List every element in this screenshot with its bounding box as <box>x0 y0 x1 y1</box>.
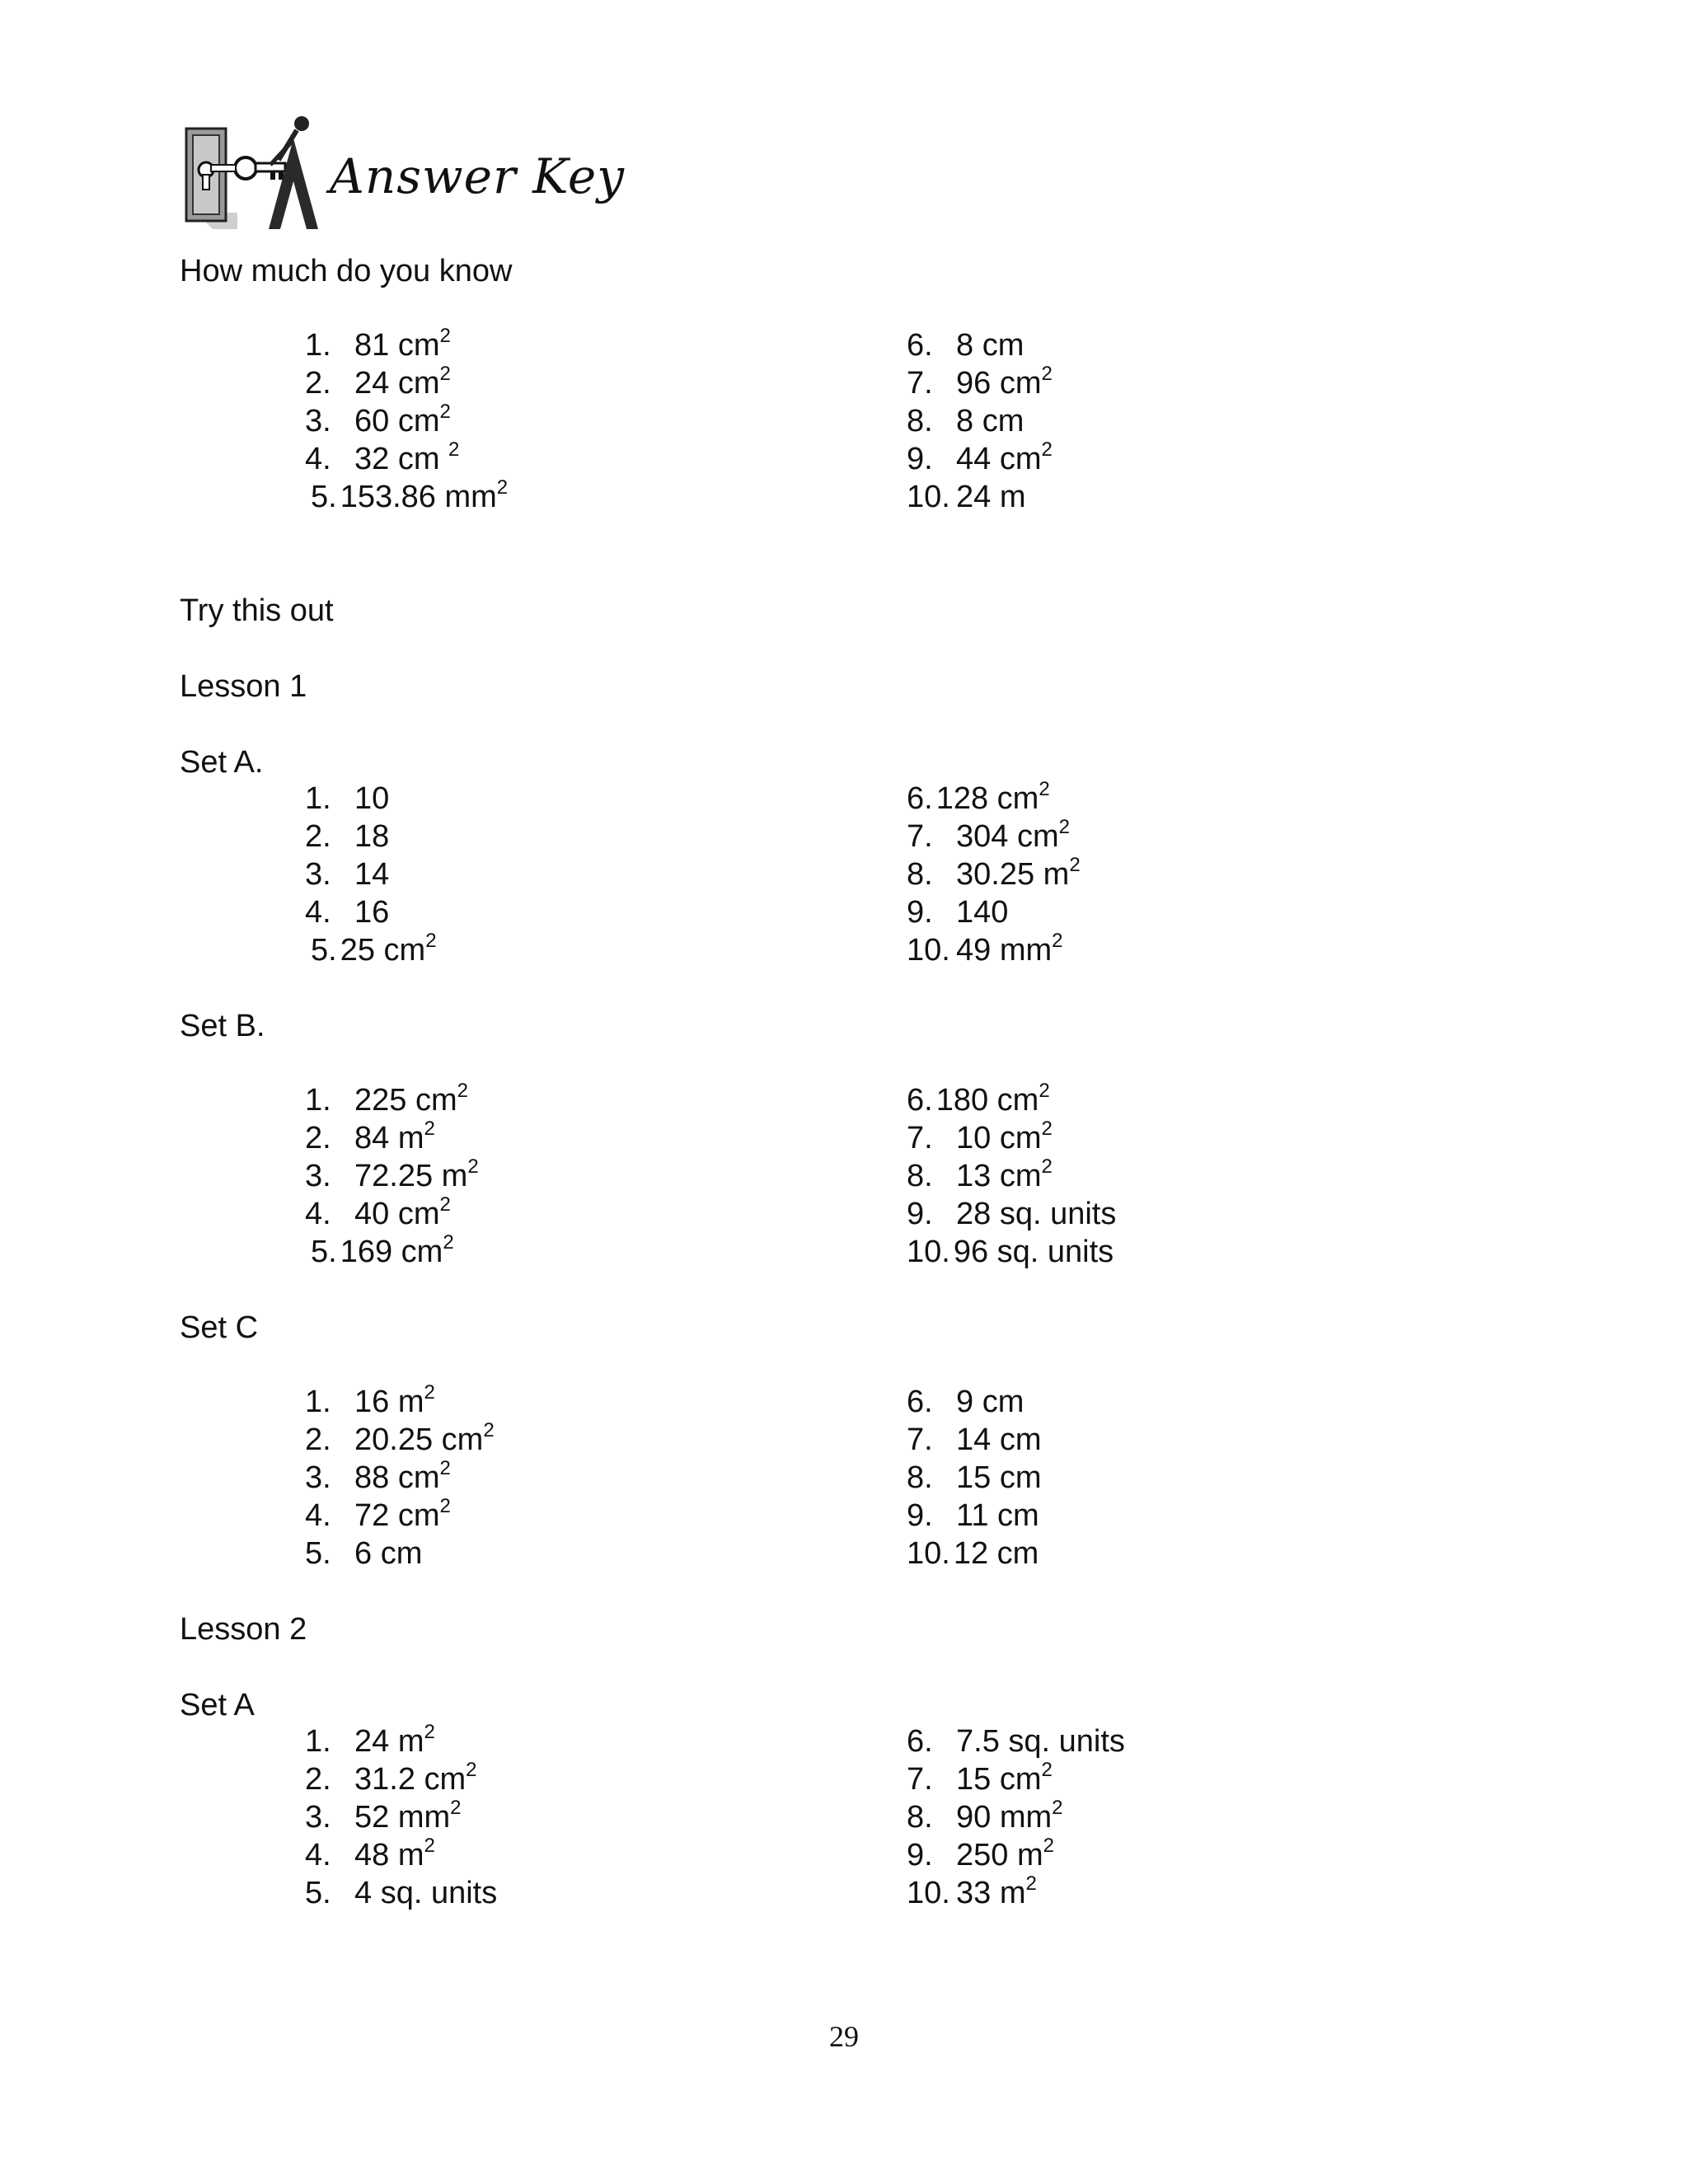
answer-number: 5. <box>311 480 337 514</box>
answer-item <box>305 1721 435 1759</box>
answer-value: 304 cm <box>956 819 1059 854</box>
answer-value: 128 cm <box>935 781 1039 816</box>
exponent: 2 <box>1025 1872 1037 1895</box>
page-number: 29 <box>829 2020 859 2053</box>
answer-value: 96 sq. units <box>953 1235 1114 1269</box>
answer-item <box>311 930 437 968</box>
answer-value: 24 m <box>354 1724 424 1759</box>
answer-number: 3. <box>305 404 331 438</box>
exponent: 2 <box>439 363 451 385</box>
answer-value: 8 cm <box>956 328 1025 363</box>
answer-number: 1. <box>305 1083 331 1118</box>
answer-value: 48 m <box>354 1838 424 1872</box>
answer-value: 10 <box>354 781 390 816</box>
answer-value: 24 m <box>956 480 1026 514</box>
answer-item <box>305 1419 495 1457</box>
exponent: 2 <box>450 1797 462 1819</box>
answer-number: 2. <box>305 819 331 854</box>
answer-number: 3. <box>305 1159 331 1193</box>
answer-value: 16 <box>354 895 390 930</box>
answer-item <box>907 1155 1053 1193</box>
answer-item <box>907 438 1053 476</box>
answer-number: 2. <box>305 1121 331 1155</box>
answer-item <box>305 821 389 852</box>
exponent: 2 <box>1069 854 1081 876</box>
answer-number: 4. <box>305 1197 331 1231</box>
section-label: Set B. <box>180 1009 265 1043</box>
answer-number: 7. <box>907 1762 933 1797</box>
exponent: 2 <box>496 476 509 499</box>
answer-value: 18 <box>354 819 390 854</box>
answer-number: 9. <box>907 895 933 930</box>
answer-value: 90 mm <box>956 1800 1053 1835</box>
answer-number: 6. <box>907 1083 933 1118</box>
answer-number: 6. <box>907 1385 933 1419</box>
answer-value: 169 cm <box>340 1235 443 1269</box>
answer-value: 225 cm <box>354 1083 457 1118</box>
answer-item <box>907 1424 1041 1455</box>
answer-item <box>907 1835 1054 1872</box>
answer-item <box>305 325 451 363</box>
answer-value: 13 cm <box>956 1159 1042 1193</box>
answer-number: 5. <box>311 933 337 968</box>
answer-number: 4. <box>305 1838 331 1872</box>
answer-value: 10 cm <box>956 1121 1042 1155</box>
answer-item <box>907 930 1063 968</box>
answer-value: 14 cm <box>956 1422 1042 1457</box>
answer-item <box>305 438 460 476</box>
answer-item <box>907 481 1025 513</box>
exponent: 2 <box>425 930 437 952</box>
answer-item <box>907 1462 1041 1493</box>
answer-number: 10. <box>907 1235 950 1269</box>
answer-number: 7. <box>907 366 933 401</box>
answer-number: 1. <box>305 1724 331 1759</box>
answer-number: 2. <box>305 366 331 401</box>
exponent: 2 <box>424 1381 435 1404</box>
answer-value: 4 sq. units <box>354 1876 498 1910</box>
answer-number: 1. <box>305 1385 331 1419</box>
exponent: 2 <box>439 1495 451 1517</box>
exponent: 2 <box>1041 438 1053 461</box>
answer-item <box>305 363 451 401</box>
answer-number: 10. <box>907 480 950 514</box>
answer-number: 6. <box>907 781 933 816</box>
answer-value: 6 cm <box>354 1536 423 1571</box>
answer-item <box>305 1538 422 1569</box>
answer-value: 11 cm <box>956 1498 1039 1533</box>
exponent: 2 <box>457 1080 468 1102</box>
answer-value: 250 m <box>956 1838 1043 1872</box>
answer-item <box>907 1872 1037 1910</box>
answer-item <box>305 1457 451 1495</box>
page-title: Answer Key <box>330 148 625 204</box>
answer-number: 6. <box>907 1724 933 1759</box>
answer-number: 4. <box>305 1498 331 1533</box>
section-label: How much do you know <box>180 254 513 288</box>
answer-number: 9. <box>907 442 933 476</box>
answer-value: 33 m <box>956 1876 1026 1910</box>
answer-item <box>305 401 451 438</box>
answer-item <box>305 1877 497 1909</box>
answer-number: 9. <box>907 1838 933 1872</box>
answer-value: 140 <box>956 895 1009 930</box>
answer-number: 5. <box>311 1235 337 1269</box>
exponent: 2 <box>1041 1759 1053 1781</box>
answer-item <box>305 1080 468 1118</box>
section-label: Set A <box>180 1688 255 1722</box>
answer-number: 2. <box>305 1762 331 1797</box>
answer-item <box>305 783 389 814</box>
answer-value: 40 cm <box>354 1197 440 1231</box>
answer-item <box>907 1538 1039 1569</box>
answer-number: 8. <box>907 857 933 892</box>
answer-item <box>305 859 389 890</box>
answer-number: 5. <box>305 1536 331 1571</box>
answer-key-header <box>180 105 641 237</box>
answer-value: 12 cm <box>953 1536 1039 1571</box>
answer-number: 7. <box>907 1422 933 1457</box>
exponent: 2 <box>443 1231 454 1254</box>
answer-item <box>305 1495 451 1533</box>
answer-value: 7.5 sq. units <box>956 1724 1125 1759</box>
answer-item <box>907 1759 1053 1797</box>
answer-item <box>907 1500 1039 1531</box>
exponent: 2 <box>1039 1080 1050 1102</box>
exponent: 2 <box>1058 816 1070 838</box>
answer-item <box>907 1236 1114 1268</box>
answer-item <box>305 1797 462 1835</box>
answer-number: 8. <box>907 404 933 438</box>
answer-value: 49 mm <box>956 933 1053 968</box>
answer-value: 72.25 m <box>354 1159 468 1193</box>
answer-item <box>907 330 1024 361</box>
answer-value: 24 cm <box>354 366 440 401</box>
exponent: 2 <box>424 1721 435 1743</box>
exponent: 2 <box>439 1457 451 1479</box>
answer-value: 180 cm <box>935 1083 1039 1118</box>
exponent: 2 <box>1041 1118 1053 1140</box>
answer-number: 1. <box>305 781 331 816</box>
exponent: 2 <box>424 1835 435 1857</box>
answer-number: 3. <box>305 1800 331 1835</box>
section-label: Try this out <box>180 593 334 628</box>
answer-number: 8. <box>907 1460 933 1495</box>
answer-item <box>305 1118 435 1155</box>
answer-item <box>907 1386 1024 1418</box>
answer-number: 5. <box>305 1876 331 1910</box>
answer-item <box>907 405 1024 437</box>
answer-number: 7. <box>907 819 933 854</box>
answer-item <box>305 1835 435 1872</box>
answer-item <box>305 1381 435 1419</box>
answer-item <box>907 1118 1053 1155</box>
answer-value: 25 cm <box>340 933 426 968</box>
answer-value: 14 <box>354 857 390 892</box>
answer-number: 1. <box>305 328 331 363</box>
answer-item <box>305 1759 477 1797</box>
answer-value: 30.25 m <box>956 857 1070 892</box>
answer-number: 4. <box>305 895 331 930</box>
section-label: Lesson 1 <box>180 669 307 704</box>
answer-number: 10. <box>907 1876 950 1910</box>
answer-item <box>907 363 1053 401</box>
answer-value: 15 cm <box>956 1762 1042 1797</box>
answer-item <box>305 1193 451 1231</box>
answer-number: 10. <box>907 933 950 968</box>
answer-item <box>907 816 1070 854</box>
exponent: 2 <box>424 1118 435 1140</box>
answer-value: 16 m <box>354 1385 424 1419</box>
answer-item <box>305 1155 479 1193</box>
answer-item <box>305 897 389 928</box>
answer-item <box>311 476 509 514</box>
answer-value: 96 cm <box>956 366 1042 401</box>
answer-value: 15 cm <box>956 1460 1042 1495</box>
answer-value: 32 cm <box>354 442 449 476</box>
answer-value: 9 cm <box>956 1385 1025 1419</box>
exponent: 2 <box>1041 1155 1053 1178</box>
answer-value: 8 cm <box>956 404 1025 438</box>
answer-value: 153.86 mm <box>340 480 497 514</box>
exponent: 2 <box>439 1193 451 1216</box>
answer-item <box>907 1726 1125 1757</box>
answer-number: 7. <box>907 1121 933 1155</box>
answer-number: 6. <box>907 328 933 363</box>
answer-item <box>907 854 1081 892</box>
answer-item <box>907 778 1050 816</box>
answer-number: 4. <box>305 442 331 476</box>
exponent: 2 <box>439 325 451 347</box>
exponent: 2 <box>1041 363 1053 385</box>
answer-number: 8. <box>907 1159 933 1193</box>
exponent: 2 <box>467 1155 479 1178</box>
answer-value: 28 sq. units <box>956 1197 1117 1231</box>
answer-value: 72 cm <box>354 1498 440 1533</box>
answer-number: 8. <box>907 1800 933 1835</box>
answer-number: 3. <box>305 1460 331 1495</box>
answer-value: 52 mm <box>354 1800 451 1835</box>
answer-item <box>311 1231 454 1269</box>
exponent: 2 <box>1052 1797 1063 1819</box>
exponent: 2 <box>466 1759 477 1781</box>
answer-number: 10. <box>907 1536 950 1571</box>
section-label: Set A. <box>180 745 264 780</box>
answer-number: 9. <box>907 1197 933 1231</box>
answer-value: 60 cm <box>354 404 440 438</box>
answer-value: 44 cm <box>956 442 1042 476</box>
answer-item <box>907 1080 1050 1118</box>
answer-number: 3. <box>305 857 331 892</box>
answer-value: 88 cm <box>354 1460 440 1495</box>
answer-number: 2. <box>305 1422 331 1457</box>
answer-value: 20.25 cm <box>354 1422 484 1457</box>
exponent: 2 <box>483 1419 495 1441</box>
answer-value: 84 m <box>354 1121 424 1155</box>
exponent: 2 <box>1052 930 1063 952</box>
answer-item <box>907 1198 1116 1230</box>
answer-number: 9. <box>907 1498 933 1533</box>
section-label: Set C <box>180 1310 259 1345</box>
answer-value: 81 cm <box>354 328 440 363</box>
section-label: Lesson 2 <box>180 1612 307 1647</box>
answer-value: 31.2 cm <box>354 1762 467 1797</box>
key-in-keyhole-icon <box>180 105 320 237</box>
exponent: 2 <box>448 438 460 461</box>
answer-item <box>907 897 1008 928</box>
exponent: 2 <box>1039 778 1050 800</box>
answer-item <box>907 1797 1063 1835</box>
exponent: 2 <box>1043 1835 1054 1857</box>
exponent: 2 <box>439 401 451 423</box>
